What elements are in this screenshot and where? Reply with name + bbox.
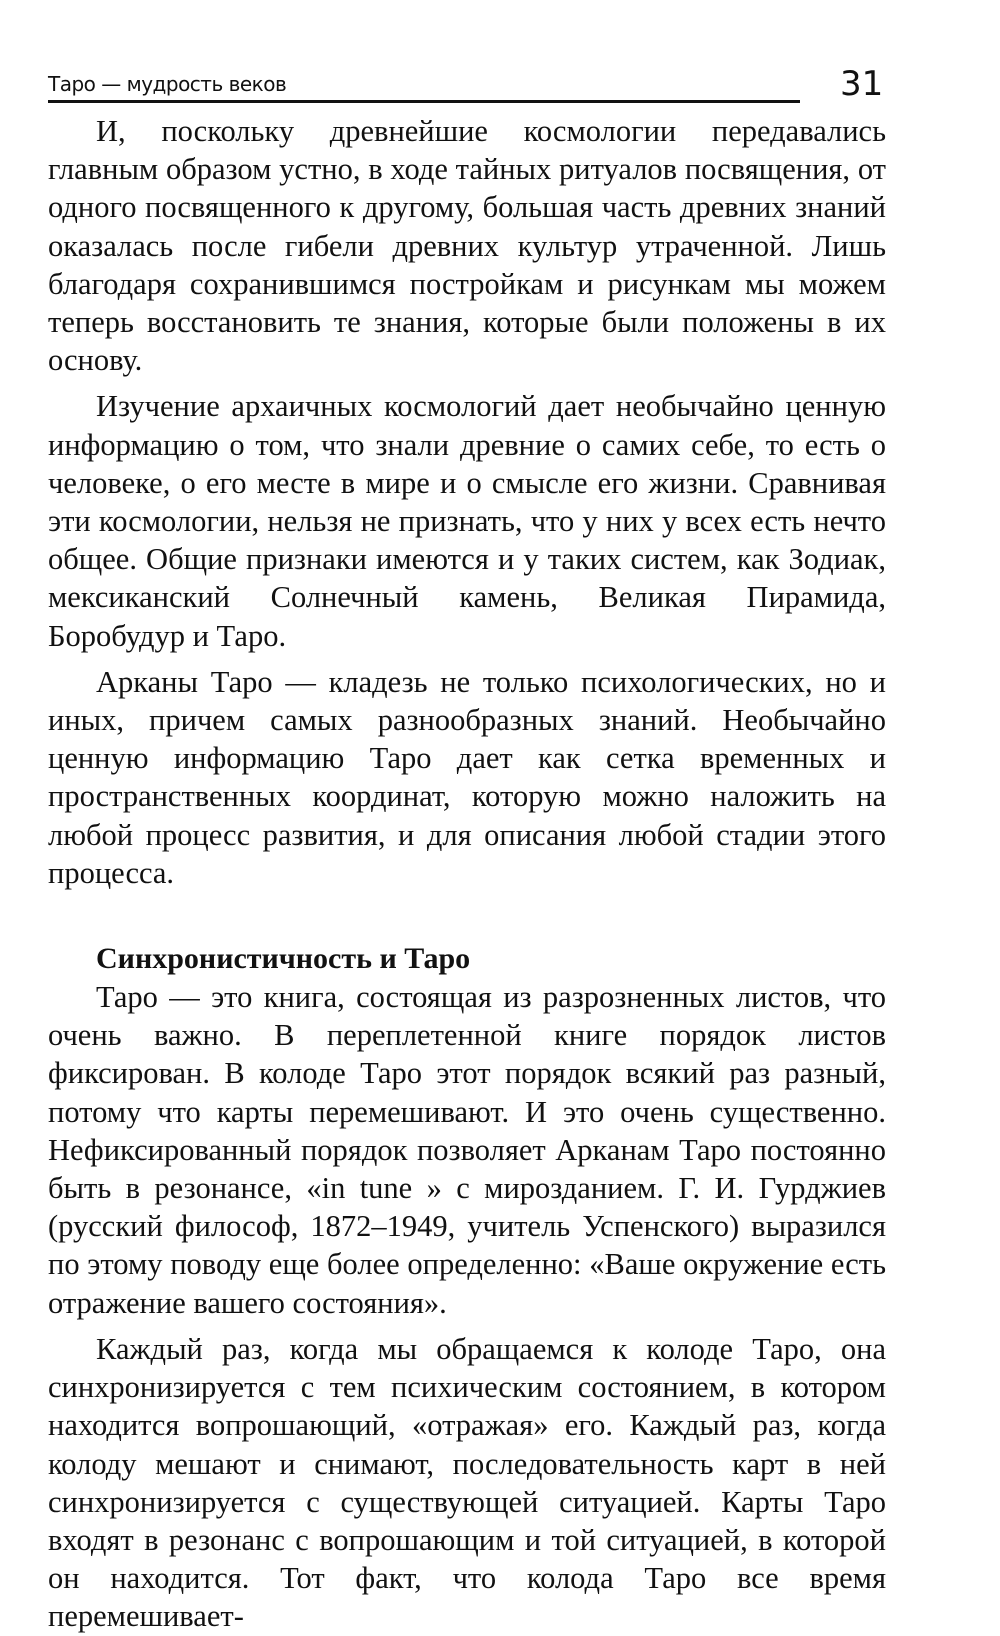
page-number: 31 [840,64,884,104]
running-title: Таро — мудрость веков [48,72,287,96]
paragraph: Каждый раз, когда мы обращаемся к колоде Таро, она синхронизируется с тем психическим состоянием, в котором находится вопрошающий, «отражая» его. Каждый раз, когда колоду мешают и снимают, последовательность карт в ней синхронизируется с существующей ситуацией. Карты Таро входят в резонанс с вопрошающим и той ситуацией, в которой он находится. Тот факт, что колода Таро все время перемешивает- [48,1331,886,1634]
body-text [48,112,886,1636]
running-header [48,62,800,103]
paragraph: Таро — это книга, состоящая из разрозненных листов, что очень важно. В переплетенной книге порядок листов фиксирован. В колоде Таро этот порядок всякий раз разный, потому что карты перемешивают. И это очень существенно. Нефиксированный порядок позволяет Арканам Таро постоянно быть в резонансе, «in tune » с мирозданием. Г. И. Гурджиев (русский философ, 1872–1949, учитель Успенского) выразился по этому поводу еще более определенно: «Ваше окружение есть отражение вашего состояния». [48,980,886,1320]
paragraph: Арканы Таро — кладезь не только психологических, но и иных, причем самых разнообразных знаний. Необычайно ценную информацию Таро дает как сетка временных и пространственных координат, которую можно наложить на любой процесс развития, и для описания любой стадии этого процесса. [48,664,886,890]
paragraph: Изучение архаичных космологий дает необычайно ценную информацию о том, что знали древние о самих себе, то есть о человеке, о его месте в мире и о смысле его жизни. Сравнивая эти космологии, нельзя не признать, что у них у всех есть нечто общее. Общие признаки имеются и у таких систем, как Зодиак, мексиканский Солнечный камень, Великая Пирамида, Боробудур и Таро. [48,389,886,653]
section-heading: Синхронистичность и Таро [96,942,471,976]
paragraph: И, поскольку древнейшие космологии передавались главным образом устно, в ходе тайных ритуалов посвящения, от одного посвященного к другому, большая часть древних знаний оказалась после гибели древних культур утраченной. Лишь благодаря сохранившимся постройкам и рисункам мы можем теперь восстановить те знания, которые были положены в их основу. [48,114,886,378]
